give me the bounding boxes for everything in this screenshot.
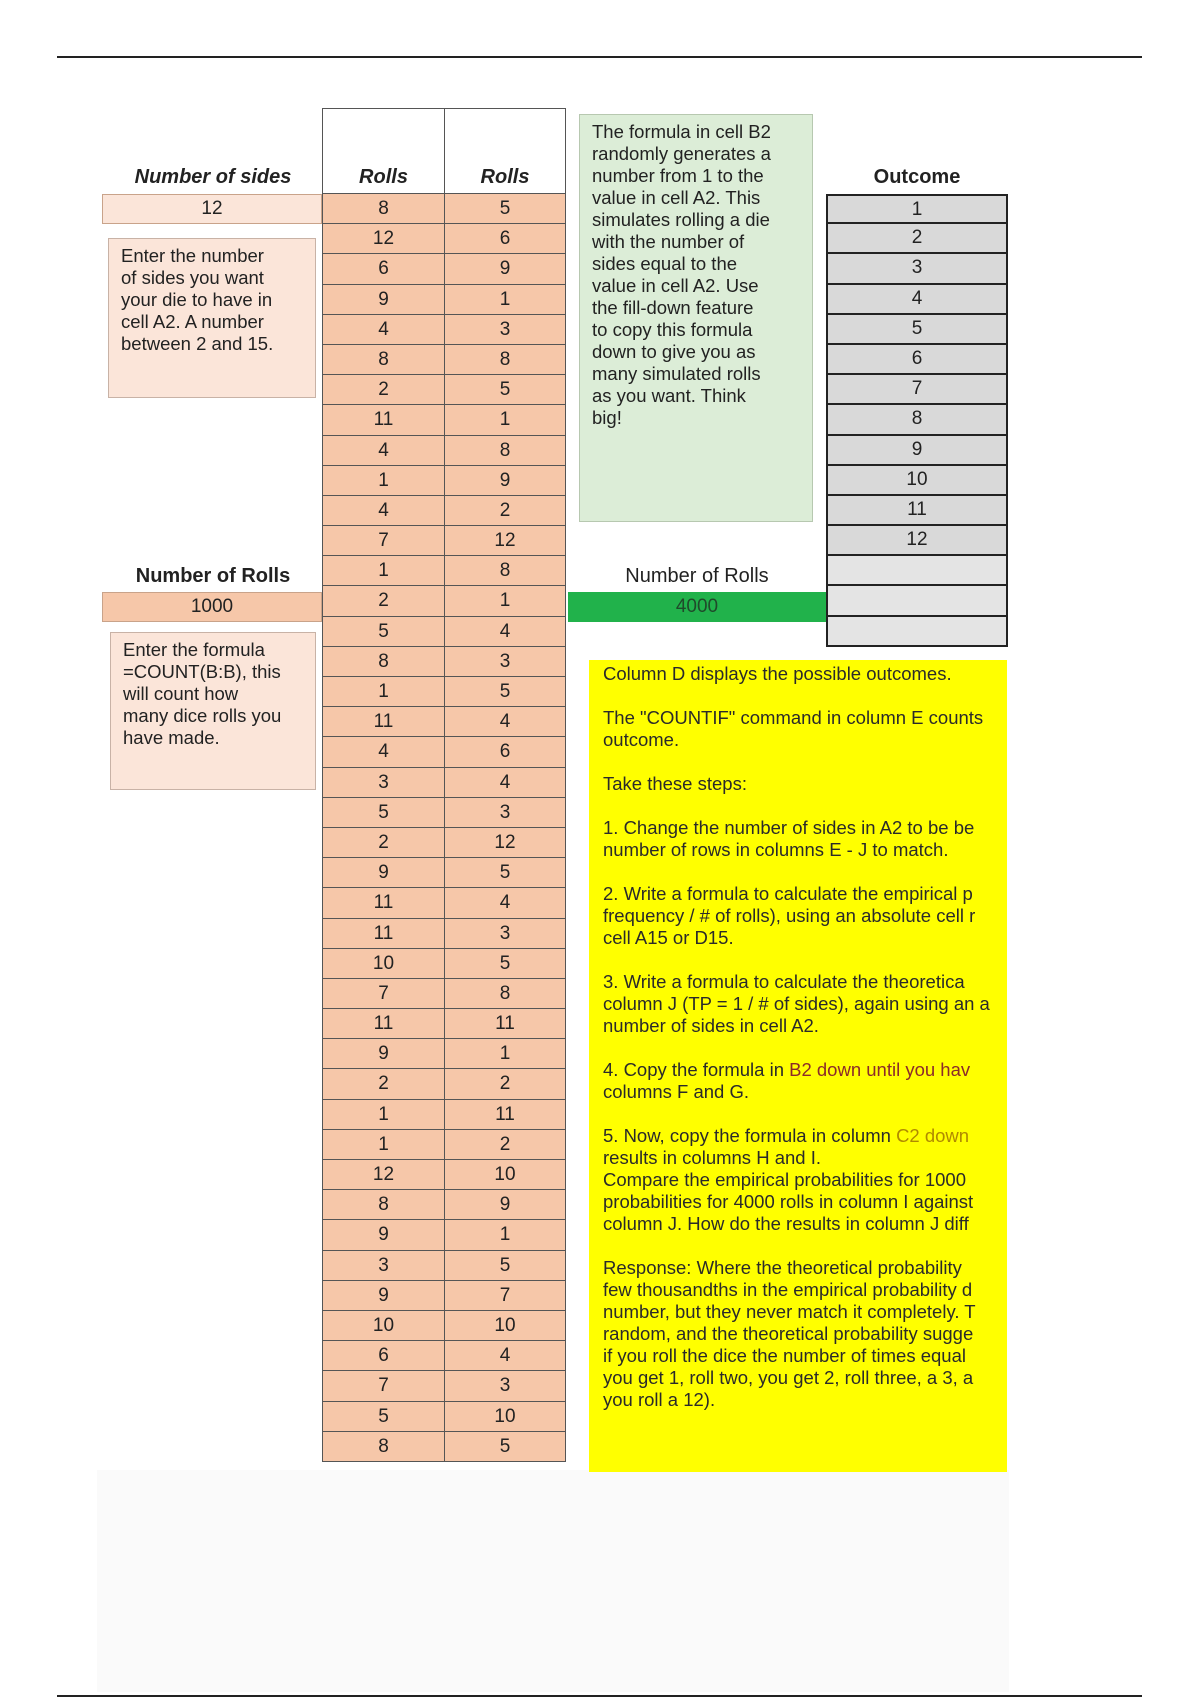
rolls-row [322,858,568,888]
outcome-cell[interactable]: 6 [826,345,1008,375]
roll-cell-b[interactable]: 7 [322,979,444,1009]
rolls-row [322,194,568,224]
instr-line: columns F and G. [603,1081,750,1102]
sides-value-cell[interactable]: 12 [102,194,322,224]
rolls-row [322,1160,568,1190]
roll-cell-c[interactable]: 8 [444,436,566,466]
instr-line: column J. How do the results in column J diff [603,1213,969,1234]
roll-cell-c[interactable]: 4 [444,617,566,647]
roll-cell-b[interactable]: 11 [322,707,444,737]
instruction-p3: Take these steps: [603,773,747,794]
outcome-table [826,194,1008,647]
roll-cell-b[interactable]: 7 [322,526,444,556]
rolls-row [322,798,568,828]
roll-cell-c[interactable]: 12 [444,526,566,556]
rolls-row [322,496,568,526]
roll-cell-c[interactable]: 8 [444,979,566,1009]
roll-cell-b[interactable]: 10 [322,1311,444,1341]
rolls-row [322,285,568,315]
roll-cell-b[interactable]: 11 [322,888,444,918]
rolls-row [322,556,568,586]
roll-cell-b[interactable]: 6 [322,254,444,284]
roll-cell-c[interactable]: 12 [444,828,566,858]
instr-line: The "COUNTIF" command in column E counts [603,707,984,728]
rolls-row [322,617,568,647]
number-of-rolls-right-label: Number of Rolls [625,565,769,587]
roll-cell-b[interactable]: 5 [322,617,444,647]
roll-cell-c[interactable]: 2 [444,496,566,526]
instruction-step-2 [603,883,1007,949]
roll-cell-c[interactable]: 1 [444,405,566,435]
rolls-header-row [322,108,568,194]
rolls-row [322,1009,568,1039]
outcome-cell[interactable]: 5 [826,315,1008,345]
roll-cell-c[interactable]: 5 [444,375,566,405]
roll-cell-b[interactable]: 2 [322,375,444,405]
instr-line: column J (TP = 1 / # of sides), again using an a [603,993,990,1014]
rolls-table [322,108,568,1462]
roll-cell-c[interactable]: 9 [444,466,566,496]
rolls-row [322,254,568,284]
roll-cell-c[interactable]: 9 [444,1190,566,1220]
rolls-row [322,345,568,375]
roll-cell-c[interactable]: 8 [444,345,566,375]
outcome-blank-cell[interactable] [826,617,1008,647]
roll-cell-c[interactable]: 5 [444,677,566,707]
roll-cell-b[interactable]: 8 [322,345,444,375]
roll-cell-b[interactable]: 1 [322,677,444,707]
outcome-cell[interactable]: 9 [826,436,1008,466]
roll-cell-c[interactable]: 1 [444,285,566,315]
instr-line: outcome. [603,729,680,750]
roll-cell-c[interactable]: 10 [444,1311,566,1341]
roll-cell-b[interactable]: 3 [322,768,444,798]
roll-cell-c[interactable]: 1 [444,1220,566,1250]
instructions-box [589,660,1007,1472]
instr-line: probabilities for 4000 rolls in column I against [603,1191,974,1212]
roll-cell-c[interactable]: 3 [444,315,566,345]
instr-line: random, and the theoretical probability sugge [603,1323,974,1344]
outcome-cell[interactable]: 10 [826,466,1008,496]
rolls-header-c[interactable]: Rolls [444,108,566,194]
roll-cell-c[interactable]: 4 [444,888,566,918]
rolls-row [322,1371,568,1401]
number-of-sides-label: Number of sides [134,166,292,188]
roll-cell-c[interactable]: 3 [444,919,566,949]
outcome-blank-cell[interactable] [826,556,1008,586]
roll-cell-c[interactable]: 3 [444,1371,566,1401]
roll-cell-b[interactable]: 2 [322,1069,444,1099]
roll-cell-b[interactable]: 11 [322,919,444,949]
rolls-row [322,707,568,737]
roll-cell-b[interactable]: 10 [322,949,444,979]
roll-cell-c[interactable]: 1 [444,586,566,616]
rolls-row [322,1432,568,1462]
outcome-cell[interactable]: 7 [826,375,1008,405]
roll-cell-b[interactable]: 8 [322,194,444,224]
roll-cell-c[interactable]: 4 [444,707,566,737]
instr-line: 2. Write a formula to calculate the empirical p [603,883,973,904]
rolls-row [322,888,568,918]
roll-cell-b[interactable]: 4 [322,315,444,345]
outcome-cell[interactable]: 4 [826,285,1008,315]
roll-cell-c[interactable]: 3 [444,647,566,677]
roll-cell-b[interactable]: 1 [322,1100,444,1130]
rolls-count-4000-cell[interactable]: 4000 [568,592,826,622]
roll-cell-c[interactable]: 6 [444,224,566,254]
rolls-row [322,979,568,1009]
rolls-row [322,1311,568,1341]
rolls-row [322,919,568,949]
rolls-header-b[interactable]: Rolls [322,108,444,194]
roll-cell-c[interactable]: 9 [444,254,566,284]
instruction-step-1 [603,817,1007,861]
instr-line: 1. Change the number of sides in A2 to be be [603,817,975,838]
page-bottom-rule [57,1695,1142,1697]
rolls-row [322,375,568,405]
roll-cell-b[interactable]: 12 [322,1160,444,1190]
rolls-row [322,737,568,767]
roll-cell-b[interactable]: 6 [322,1341,444,1371]
sides-note: Enter the number of sides you want your die to have in cell A2. A number between 2 and 15. [108,238,316,398]
roll-cell-b[interactable]: 9 [322,285,444,315]
roll-cell-b[interactable]: 9 [322,1220,444,1250]
rolls-row [322,436,568,466]
rolls-row [322,526,568,556]
instr-line: number of rows in columns E - J to match. [603,839,949,860]
instruction-p2 [603,707,1007,751]
rolls-row [322,1281,568,1311]
instr-line: you roll a 12). [603,1389,716,1410]
roll-cell-c[interactable]: 3 [444,798,566,828]
roll-cell-b[interactable]: 11 [322,1009,444,1039]
roll-cell-b[interactable]: 8 [322,1190,444,1220]
rolls-row [322,768,568,798]
instruction-step-4 [603,1059,1007,1103]
roll-cell-b[interactable]: 9 [322,1281,444,1311]
outcome-blank-cell[interactable] [826,586,1008,616]
roll-cell-b[interactable]: 9 [322,858,444,888]
count-note: Enter the formula =COUNT(B:B), this will count how many dice rolls you have made. [110,632,316,790]
roll-cell-b[interactable]: 8 [322,647,444,677]
roll-cell-b[interactable]: 5 [322,1402,444,1432]
outcome-cell[interactable]: 1 [826,194,1008,224]
instr-line: 3. Write a formula to calculate the theoretica [603,971,965,992]
roll-cell-c[interactable]: 10 [444,1402,566,1432]
roll-cell-c[interactable]: 5 [444,1432,566,1462]
roll-cell-c[interactable]: 5 [444,1251,566,1281]
outcome-cell[interactable]: 12 [826,526,1008,556]
roll-cell-b[interactable]: 7 [322,1371,444,1401]
roll-cell-c[interactable]: 11 [444,1009,566,1039]
rolls-body [322,194,568,1462]
outcome-cell[interactable]: 11 [826,496,1008,526]
rolls-row [322,405,568,435]
roll-cell-c[interactable]: 7 [444,1281,566,1311]
formula-note: The formula in cell B2 randomly generates a number from 1 to the value in cell A2. This simulates rolling a die with the number of sides equal to the value in cell A2. Use the fill-down feature to copy this formula down to give you as many simulated rolls as you want. Think big! [579,114,813,522]
outcome-cell[interactable]: 2 [826,224,1008,254]
roll-cell-b[interactable]: 12 [322,224,444,254]
roll-cell-b[interactable]: 11 [322,405,444,435]
outcome-cell[interactable]: 8 [826,405,1008,435]
roll-cell-c[interactable]: 11 [444,1100,566,1130]
roll-cell-b[interactable]: 1 [322,466,444,496]
rolls-row [322,1341,568,1371]
roll-cell-c[interactable]: 2 [444,1130,566,1160]
rolls-row [322,1402,568,1432]
roll-cell-b[interactable]: 9 [322,1039,444,1069]
instruction-step-5 [603,1125,1007,1235]
instr-line: cell A15 or D15. [603,927,734,948]
rolls-row [322,586,568,616]
instr-line: Compare the empirical probabilities for 1000 [603,1169,966,1190]
instr-line: number, but they never match it completely. T [603,1301,976,1322]
rolls-row [322,1100,568,1130]
rolls-row [322,1130,568,1160]
rolls-count-cell[interactable]: 1000 [102,592,322,622]
roll-cell-c[interactable]: 4 [444,768,566,798]
instr-highlight-c2: C2 down [896,1125,970,1146]
instruction-response [603,1257,1007,1411]
page-shade [97,1470,1009,1692]
roll-cell-b[interactable]: 4 [322,496,444,526]
rolls-row [322,1069,568,1099]
outcome-label: Outcome [873,166,961,188]
roll-cell-c[interactable]: 5 [444,949,566,979]
rolls-row [322,224,568,254]
roll-cell-b[interactable]: 5 [322,798,444,828]
rolls-row [322,1220,568,1250]
instr-line: few thousandths in the empirical probability d [603,1279,973,1300]
instr-line: results in columns H and I. [603,1147,821,1168]
roll-cell-b[interactable]: 1 [322,556,444,586]
page-top-rule [57,56,1142,58]
instr-line: Response: Where the theoretical probability [603,1257,962,1278]
instruction-p1: Column D displays the possible outcomes. [603,663,952,684]
roll-cell-b[interactable]: 4 [322,436,444,466]
rolls-row [322,828,568,858]
roll-cell-b[interactable]: 2 [322,828,444,858]
roll-cell-b[interactable]: 2 [322,586,444,616]
instr-line: 4. Copy the formula in [603,1059,790,1080]
instr-highlight-b2: B2 down until you hav [789,1059,971,1080]
instr-line: you get 1, roll two, you get 2, roll three, a 3, a [603,1367,974,1388]
roll-cell-c[interactable]: 10 [444,1160,566,1190]
roll-cell-b[interactable]: 8 [322,1432,444,1462]
roll-cell-c[interactable]: 1 [444,1039,566,1069]
rolls-row [322,466,568,496]
instr-line: frequency / # of rolls), using an absolute cell r [603,905,976,926]
number-of-rolls-label: Number of Rolls [135,565,291,587]
rolls-row [322,1190,568,1220]
roll-cell-c[interactable]: 8 [444,556,566,586]
roll-cell-c[interactable]: 5 [444,194,566,224]
rolls-row [322,1251,568,1281]
rolls-row [322,677,568,707]
roll-cell-b[interactable]: 4 [322,737,444,767]
instr-line: if you roll the dice the number of times equal [603,1345,966,1366]
outcome-cell[interactable]: 3 [826,254,1008,284]
roll-cell-c[interactable]: 2 [444,1069,566,1099]
instr-line: 5. Now, copy the formula in column [603,1125,897,1146]
roll-cell-b[interactable]: 3 [322,1251,444,1281]
roll-cell-c[interactable]: 5 [444,858,566,888]
roll-cell-c[interactable]: 4 [444,1341,566,1371]
rolls-row [322,1039,568,1069]
rolls-row [322,647,568,677]
rolls-row [322,315,568,345]
roll-cell-c[interactable]: 6 [444,737,566,767]
rolls-row [322,949,568,979]
instruction-step-3 [603,971,1007,1037]
instr-line: number of sides in cell A2. [603,1015,819,1036]
roll-cell-b[interactable]: 1 [322,1130,444,1160]
